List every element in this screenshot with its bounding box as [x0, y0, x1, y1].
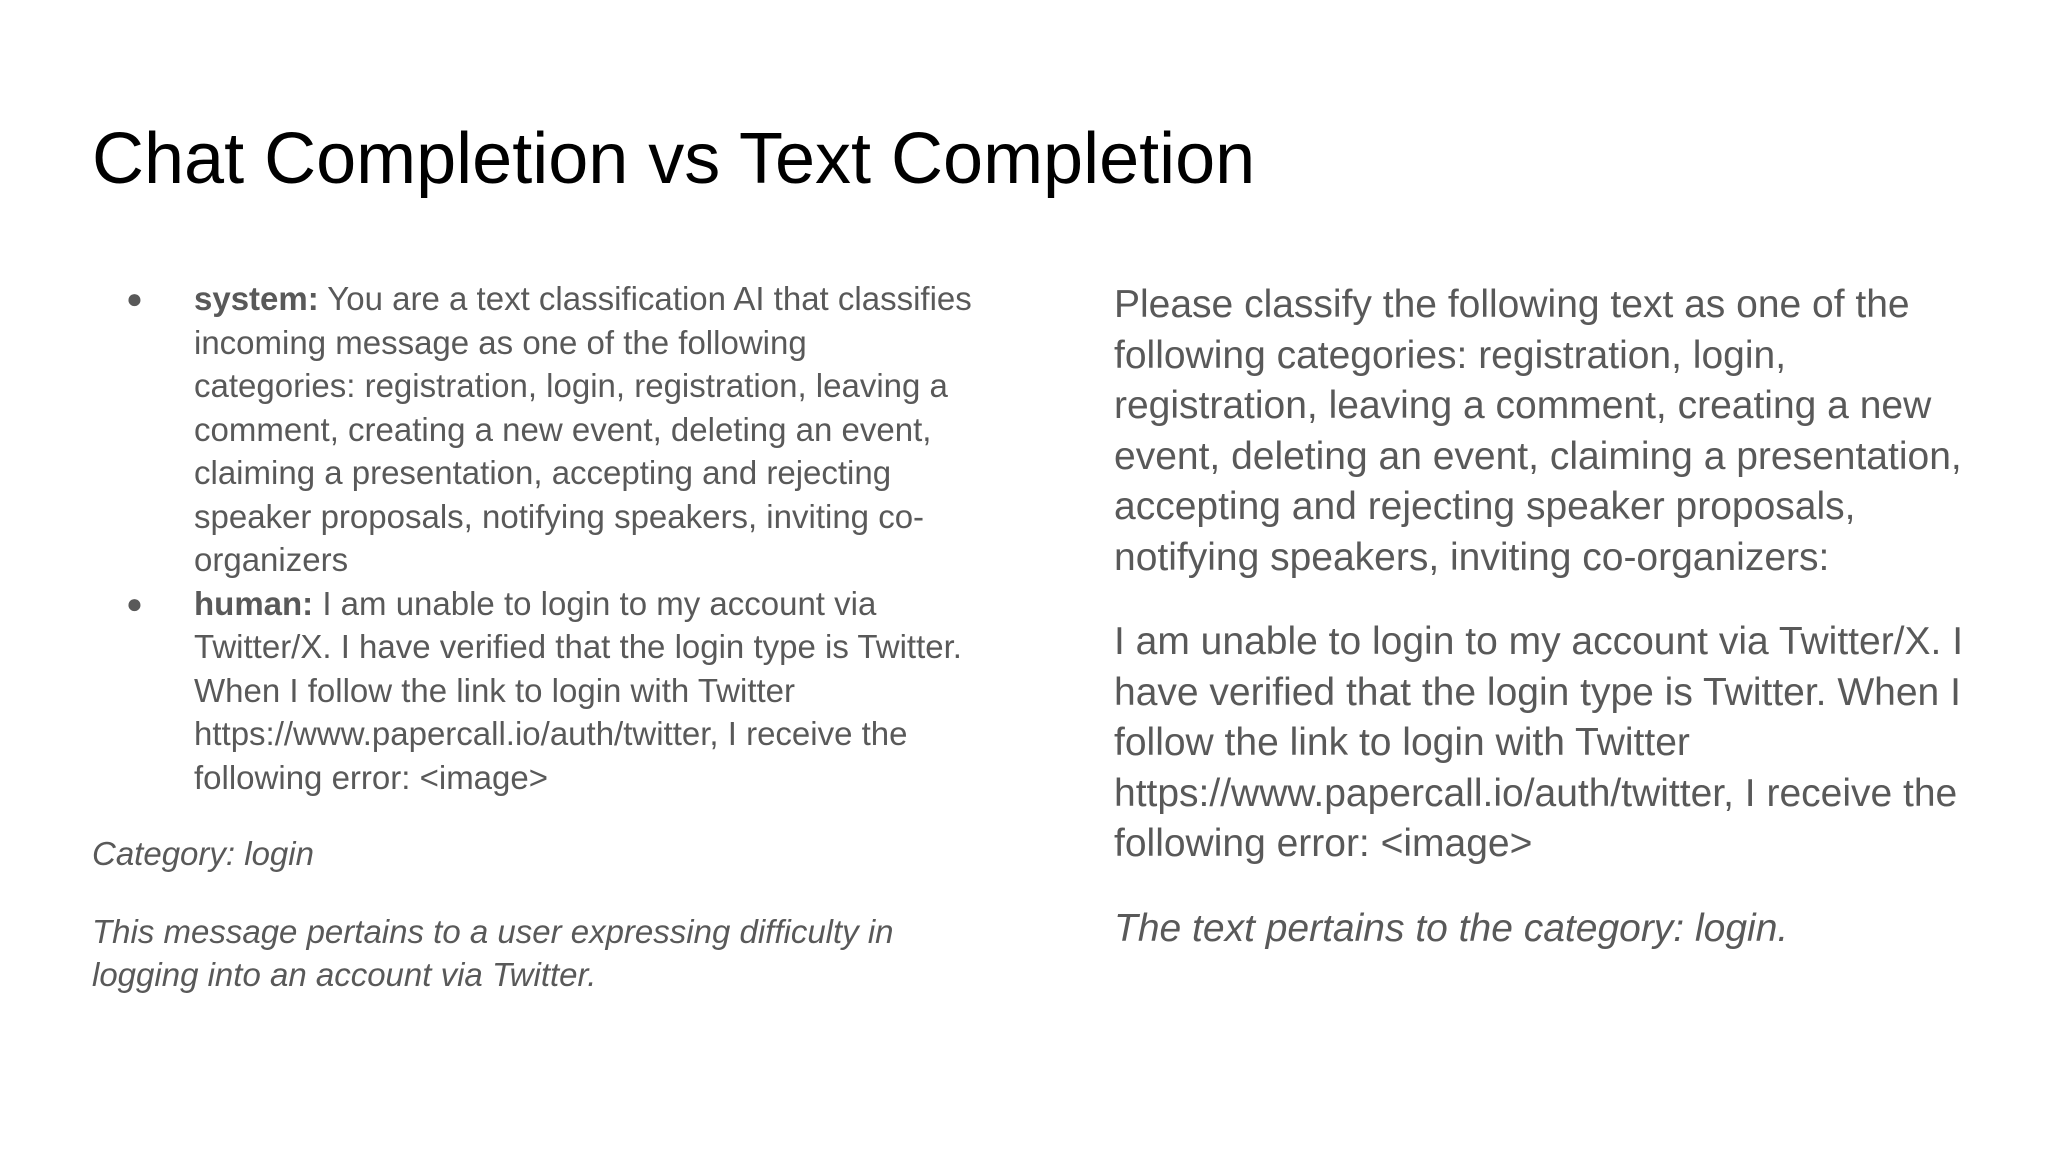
bullet-icon: ●	[126, 587, 143, 619]
text-completion-column	[1114, 280, 1994, 954]
system-message	[92, 277, 972, 582]
chat-category-result: Category: login	[92, 835, 314, 872]
text-completion-answer: The text pertains to the category: login.	[1114, 906, 1789, 950]
bullet-icon: ●	[126, 283, 143, 314]
text-completion-message: I am unable to login to my account via Twitter/X. I have verified that the login type is Twitter. When I follow the link to login with Twitter https://www.papercall.io/auth/twitter, I receive the following error: <image>	[1114, 620, 1964, 865]
text-completion-prompt: Please classify the following text as one of the following categories: registration, login, registration, leaving a comment, creating a new event, deleting an event, claiming a presentation, accepting and rejecting speaker proposals, notifying speakers, inviting co-organizers:	[1114, 283, 1962, 579]
system-role-label: system:	[194, 280, 319, 317]
human-role-label: human:	[194, 584, 314, 622]
human-message	[92, 582, 972, 800]
human-message-text: I am unable to login to my account via Twitter/X. I have verified that the login type is Twitter. When I follow the link to login with Twitter https://www.papercall.io/auth/twitter, I receive the following error: <image>	[194, 584, 962, 796]
slide-title: Chat Completion vs Text Completion	[92, 119, 1256, 199]
chat-messages-list	[92, 277, 972, 799]
system-message-text: You are a text classification AI that classifies incoming message as one of the following categories: registration, login, registration, leaving a comment, creating a new event, deleting an event, claiming a presentation, accepting and rejecting speaker proposals, notifying speakers, inviting co-organizers	[194, 280, 972, 578]
chat-explanation: This message pertains to a user expressing difficulty in logging into an account via Twitter.	[92, 912, 894, 993]
chat-completion-column	[92, 277, 972, 997]
